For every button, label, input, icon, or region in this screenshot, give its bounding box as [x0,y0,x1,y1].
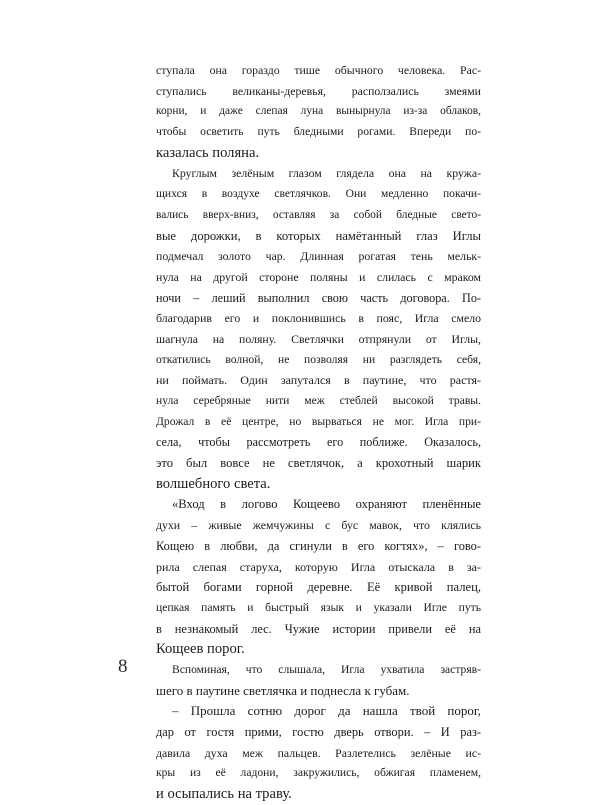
paragraph [156,60,481,163]
text-line: корни, и даже слепая луна вынырнула из-за облаков, [156,105,481,118]
text-line: Вспоминая, что слышала, Игла ухватила застряв- [172,662,481,676]
text-line: и осыпались на траву. [156,786,292,803]
text-line: Круглым зелёным глазом глядела она на кружа- [172,166,481,181]
text-line: ночи – леший выполнил свою часть договора. По- [156,290,481,305]
text-line: бытой богами горной деревне. Её кривой палец, [156,580,481,595]
text-line: в незнакомый лес. Чужие истории привели её на [156,621,481,636]
text-line: чтобы осветить путь бледными рогами. Впереди по- [156,125,481,139]
text-line: благодарив его и поклонившись в пояс, Игла смело [156,311,481,326]
text-line: Кощеев порог. [156,641,245,658]
text-line: рила слепая старуха, которую Игла отыскала в за- [156,559,481,574]
text-line: духи – живые жемчужины с бус мавок, что клялись [156,518,481,533]
paragraph [156,494,481,660]
text-line: «Вход в логово Кощеево охраняют пленённые [172,497,481,512]
text-line: волшебного света. [156,475,271,492]
text-line: нула на другой стороне поляны и слилась с мраком [156,269,481,284]
text-line: вые дорожки, в которых намётанный глаз Иглы [156,228,481,243]
text-line: шагнула на поляну. Светлячки отпрянули от Иглы, [156,331,481,346]
text-line: ступались великаны-деревья, расползались змеями [156,83,481,98]
text-line: Кощею в любви, да сгинули в его когтях», – гово- [156,538,481,553]
paragraph [156,701,481,804]
text-line: подмечал золото чар. Длинная рогатая тень мельк- [156,249,481,264]
text-line: щихся в воздухе светлячков. Они медленно покачи- [156,187,481,201]
page-number: 8 [118,656,128,677]
text-line: казалась поляна. [156,144,260,161]
text-line: – Прошла сотню дорог да нашла твой порог, [172,703,481,719]
text-line: ступала она гораздо тише обычного человека. Рас- [156,63,481,77]
body-text [156,60,481,805]
text-line: шего в паутине светлячка и поднесла к губам. [156,682,410,698]
paragraph [156,163,481,494]
text-line: Дрожал в её центре, но вырваться не мог. Игла при- [156,414,481,428]
text-line: это был вовсе не светлячок, а крохотный шарик [156,456,481,471]
text-line: нула серебряные нити меж стеблей высокой травы. [156,394,481,407]
text-line: вались вверх-вниз, оставляя за собой бледные свето- [156,208,481,221]
text-line: ни поймать. Один запутался в паутине, что растя- [156,373,481,388]
text-line: откатились волной, не позволяя ни разглядеть себя, [156,352,481,366]
text-line: села, чтобы рассмотреть его поближе. Оказалось, [156,435,481,450]
text-line: цепкая память и быстрый язык и указали Игле путь [156,600,481,614]
text-line: дар от гостя прими, гостю дверь отвори. – И раз- [156,725,481,739]
text-line: кры из её ладони, закружились, обжигая пламенем, [156,766,481,780]
paragraph [156,660,481,701]
text-line: давила духа меж пальцев. Разлетелись зелёные ис- [156,745,481,760]
